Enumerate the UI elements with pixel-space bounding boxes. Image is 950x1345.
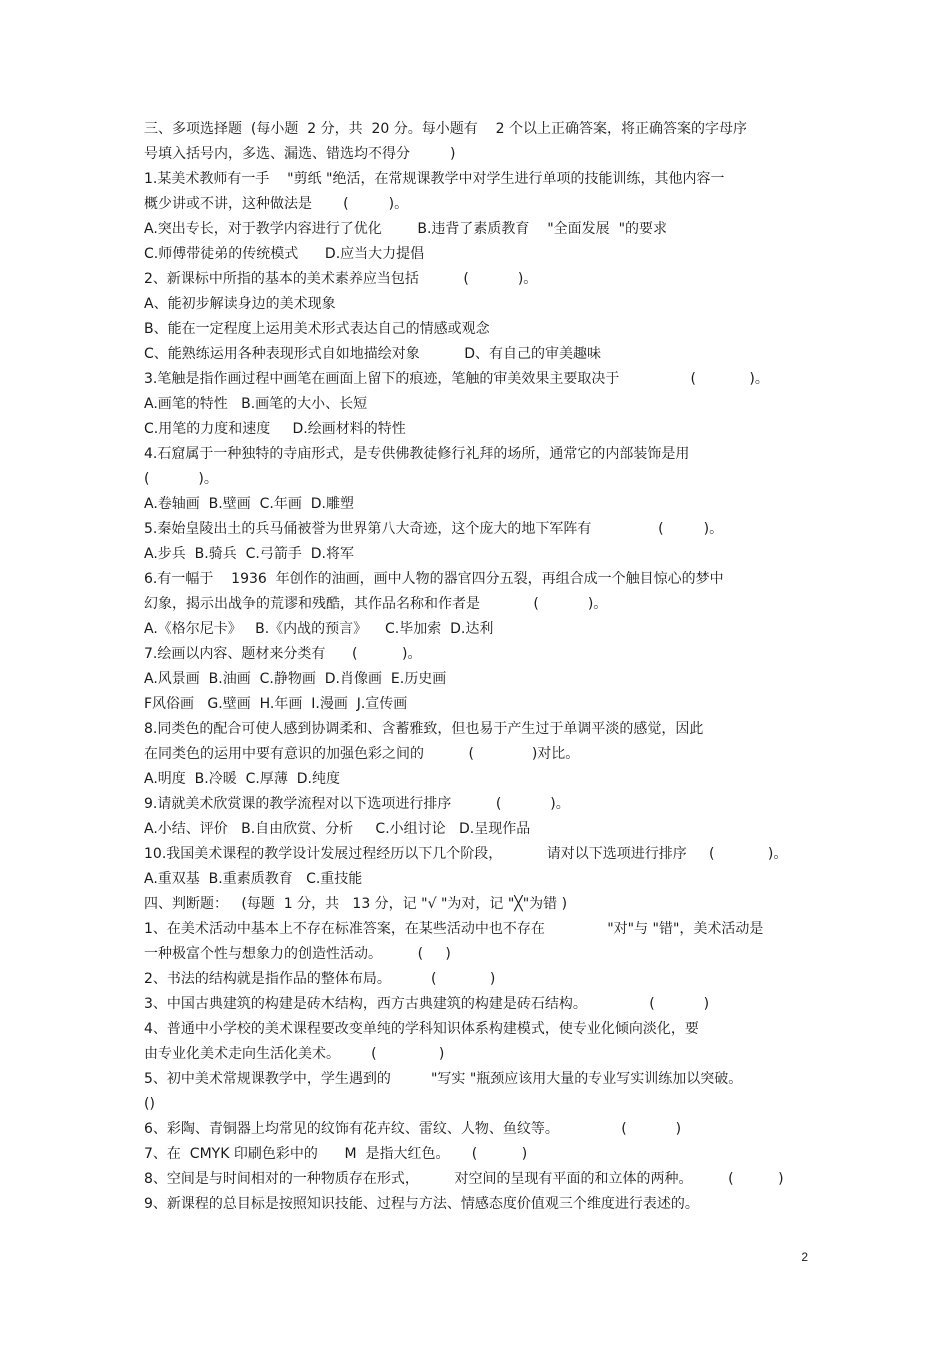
text-line: A.突出专长，对于教学内容进行了优化 B.违背了素质教育 "全面发展 "的要求 (144, 221, 668, 237)
text-line: 一种极富个性与想象力的创造性活动。 ( ) (144, 946, 451, 962)
text-line: A、能初步解读身边的美术现象 (144, 296, 336, 312)
text-line: A.明度 B.冷暖 C.厚薄 D.纯度 (144, 771, 340, 787)
page-number: 2 (801, 1250, 808, 1264)
text-line: B、能在一定程度上运用美术形式表达自己的情感或观念 (144, 321, 490, 337)
document-body (144, 117, 834, 1217)
text-line: 9、新课程的总目标是按照知识技能、过程与方法、情感态度价值观三个维度进行表述的。 (144, 1196, 699, 1212)
text-line: 6、彩陶、青铜器上均常见的纹饰有花卉纹、雷纹、人物、鱼纹等。 ( ) (144, 1121, 682, 1137)
text-line: 5.秦始皇陵出土的兵马俑被誉为世界第八大奇迹，这个庞大的地下军阵有 ( )。 (144, 521, 724, 537)
text-line: 幻象，揭示出战争的荒谬和残酷，其作品名称和作者是 ( )。 (144, 596, 608, 612)
text-line: 1.某美术教师有一手 "剪纸 "绝活，在常规课教学中对学生进行单项的技能训练，其他内容一 (144, 171, 725, 187)
text-line: 3.笔触是指作画过程中画笔在画面上留下的痕迹，笔触的审美效果主要取决于 ( )。 (144, 371, 769, 387)
text-line: 3、中国古典建筑的构建是砖木结构，西方古典建筑的构建是砖石结构。 ( ) (144, 996, 710, 1012)
text-line: ( )。 (144, 471, 218, 487)
text-line: 7.绘画以内容、题材来分类有 ( )。 (144, 646, 422, 662)
text-line: A.画笔的特性 B.画笔的大小、长短 (144, 396, 368, 412)
text-line: A.卷轴画 B.壁画 C.年画 D.雕塑 (144, 496, 354, 512)
text-line: 1、在美术活动中基本上不存在标准答案，在某些活动中也不存在 "对"与 "错"，美术活动是 (144, 921, 764, 937)
text-line: 8、空间是与时间相对的一种物质存在形式， 对空间的呈现有平面的和立体的两种。 ( ) (144, 1171, 784, 1187)
text-line: 4、普通中小学校的美术课程要改变单纯的学科知识体系构建模式，使专业化倾向淡化，要 (144, 1021, 699, 1037)
text-line: 9.请就美术欣赏课的教学流程对以下选项进行排序 ( )。 (144, 796, 570, 812)
text-line: 由专业化美术走向生活化美术。 ( ) (144, 1046, 445, 1062)
text-line: A.《格尔尼卡》 B.《内战的预言》 C.毕加索 D.达利 (144, 621, 494, 637)
text-line: () (144, 1096, 155, 1112)
text-line: 四、判断题： (每题 1 分，共 13 分，记 "√ "为对，记 "╳"为错 ) (144, 896, 568, 912)
text-line: A.步兵 B.骑兵 C.弓箭手 D.将军 (144, 546, 354, 562)
text-line: A.重双基 B.重素质教育 C.重技能 (144, 871, 363, 887)
text-line: 概少讲或不讲，这种做法是 ( )。 (144, 196, 409, 212)
text-line: 10.我国美术课程的教学设计发展过程经历以下几个阶段， 请对以下选项进行排序 ( )。 (144, 846, 788, 862)
text-line: 7、在 CMYK 印刷色彩中的 M 是指大红色。 ( ) (144, 1146, 528, 1162)
text-line: 三、多项选择题 (每小题 2 分，共 20 分。每小题有 2 个以上正确答案，将正确答案的字母序 (144, 121, 747, 137)
text-line: 2、书法的结构就是指作品的整体布局。 ( ) (144, 971, 496, 987)
text-line: 在同类色的运用中要有意识的加强色彩之间的 ( )对比。 (144, 746, 580, 762)
text-line: A.小结、评价 B.自由欣赏、分析 C.小组讨论 D.呈现作品 (144, 821, 531, 837)
text-line: 8.同类色的配合可使人感到协调柔和、含蓄雅致，但也易于产生过于单调平淡的感觉，因此 (144, 721, 704, 737)
text-line: 6.有一幅于 1936 年创作的油画，画中人物的器官四分五裂，再组合成一个触目惊心的梦中 (144, 571, 724, 587)
text-line: 2、新课标中所指的基本的美术素养应当包括 ( )。 (144, 271, 538, 287)
text-line: A.风景画 B.油画 C.静物画 D.肖像画 E.历史画 (144, 671, 447, 687)
text-line: C.用笔的力度和速度 D.绘画材料的特性 (144, 421, 406, 437)
text-line: 号填入括号内，多选、漏选、错选均不得分 ) (144, 146, 456, 162)
text-line: C.师傅带徒弟的传统模式 D.应当大力提倡 (144, 246, 425, 262)
text-line: F风俗画 G.壁画 H.年画 I.漫画 J.宣传画 (144, 696, 408, 712)
text-line: C、能熟练运用各种表现形式自如地描绘对象 D、有自己的审美趣味 (144, 346, 602, 362)
text-line: 5、初中美术常规课教学中，学生遇到的 "写实 "瓶颈应该用大量的专业写实训练加以突破。 (144, 1071, 743, 1087)
text-line: 4.石窟属于一种独特的寺庙形式，是专供佛教徒修行礼拜的场所，通常它的内部装饰是用 (144, 446, 690, 462)
